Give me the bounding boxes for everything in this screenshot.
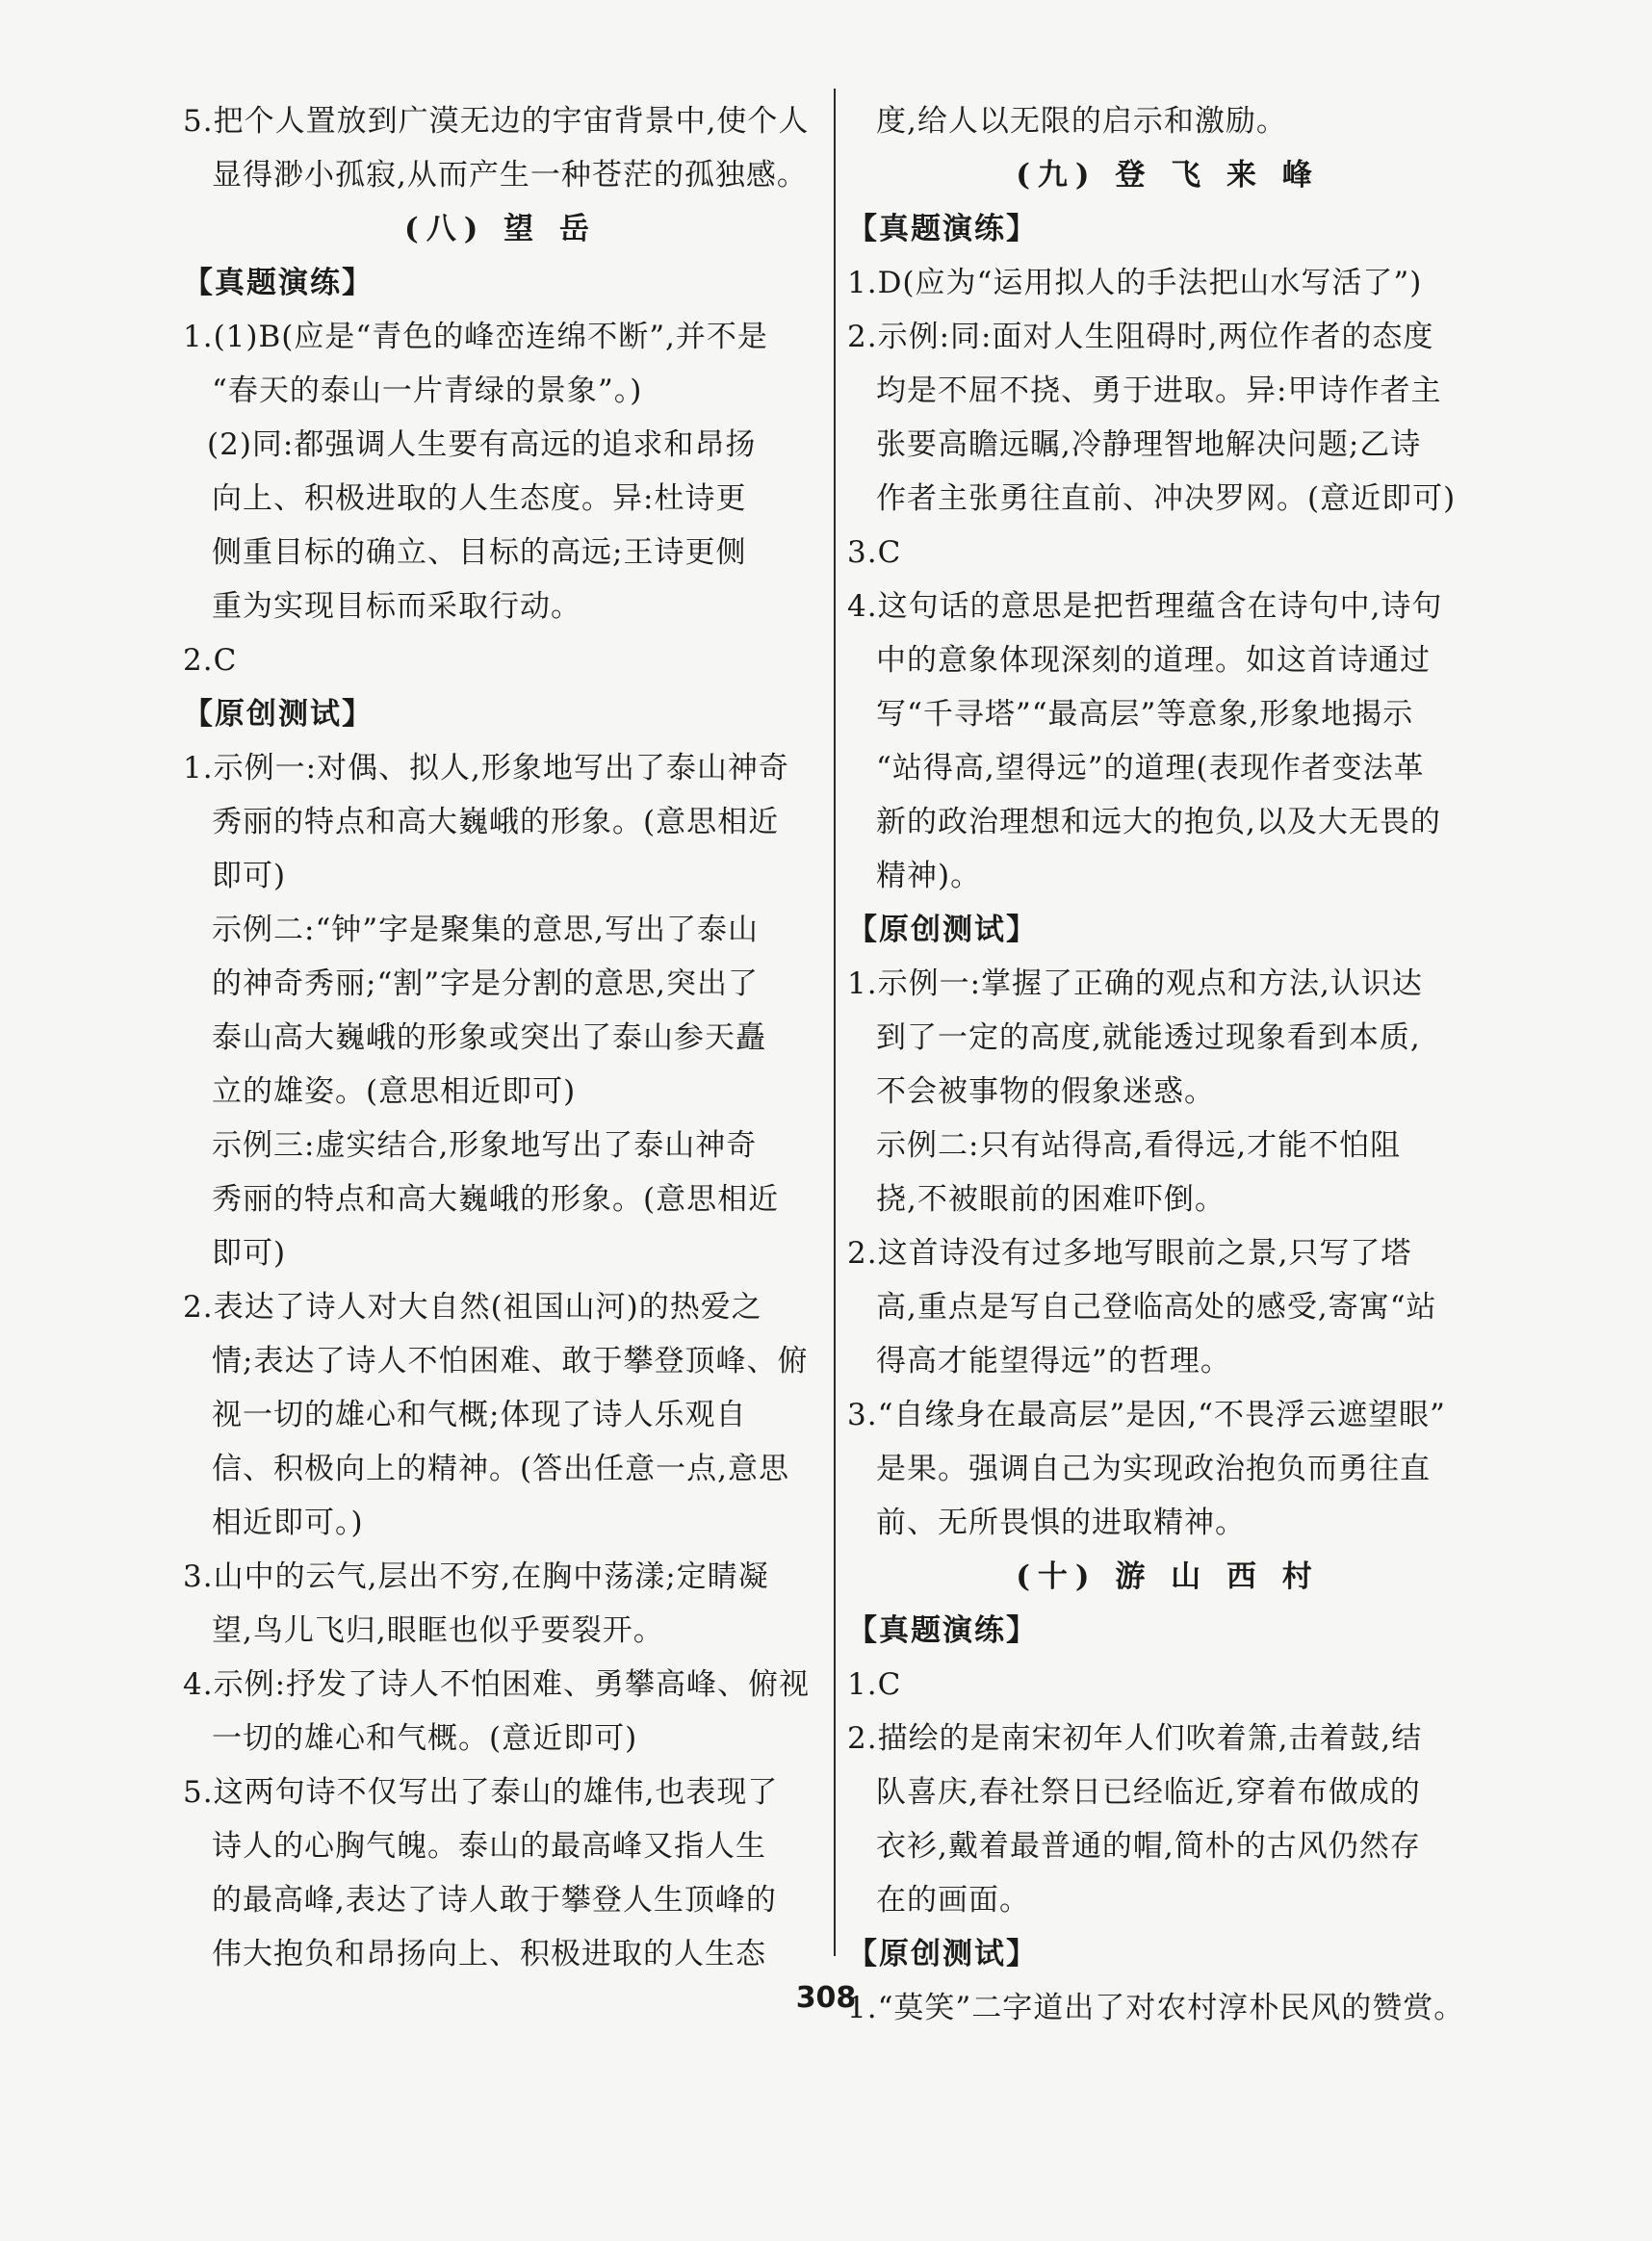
text-line: “春天的泰山一片青绿的景象”。) [212, 374, 643, 408]
text-line: 泰山高大巍峨的形象或突出了泰山参天矗 [212, 1020, 766, 1055]
text-line: 3.“自缘身在最高层”是因,“不畏浮云遮望眼” [847, 1398, 1446, 1432]
text-line: 2.示例:同:面对人生阻碍时,两位作者的态度 [847, 320, 1434, 354]
text-line: 到了一定的高度,就能透过现象看到本质, [876, 1020, 1421, 1055]
section-heading: 【原创测试】 [183, 697, 374, 732]
text-line: 向上、积极进取的人生态度。异:杜诗更 [212, 481, 747, 516]
text-line: 1.“莫笑”二字道出了对农村淳朴民风的赞赏。 [847, 1991, 1465, 2025]
text-line: 2.描绘的是南宋初年人们吹着箫,击着鼓,结 [847, 1721, 1423, 1756]
section-heading: 【真题演练】 [183, 266, 374, 300]
text-line: 伟大抱负和昂扬向上、积极进取的人生态 [212, 1937, 766, 1971]
text-line: 视一切的雄心和气概;体现了诗人乐观自 [212, 1398, 747, 1432]
text-line: 示例二:“钟”字是聚集的意思,写出了泰山 [212, 913, 759, 947]
text-line: 不会被事物的假象迷惑。 [876, 1074, 1215, 1109]
text-line: 即可) [212, 1236, 287, 1271]
lesson-title: (九) 登 飞 来 峰 [1016, 158, 1320, 193]
text-line: 写“千寻塔”“最高层”等意象,形象地揭示 [876, 697, 1414, 732]
lesson-title: (八) 望 岳 [404, 212, 597, 246]
text-line: 相近即可。) [212, 1506, 364, 1540]
text-line: 2.C [183, 643, 238, 678]
text-line: 的神奇秀丽;“割”字是分割的意思,突出了 [212, 966, 759, 1001]
text-line: 1.D(应为“运用拟人的手法把山水写活了”) [847, 266, 1423, 300]
column-divider [834, 89, 836, 1956]
text-line: 3.山中的云气,层出不穷,在胸中荡漾;定睛凝 [183, 1559, 769, 1594]
text-line: 5.这两句诗不仅写出了泰山的雄伟,也表现了 [183, 1775, 779, 1810]
text-line: 新的政治理想和远大的抱负,以及大无畏的 [876, 805, 1441, 839]
text-line: 秀丽的特点和高大巍峨的形象。(意思相近 [212, 1182, 780, 1217]
text-line: 1.(1)B(应是“青色的峰峦连绵不断”,并不是 [183, 320, 768, 354]
text-line: 1.C [847, 1667, 902, 1702]
text-line: 3.C [847, 535, 902, 570]
text-line: 队喜庆,春社祭日已经临近,穿着布做成的 [876, 1775, 1421, 1810]
text-line: 精神)。 [876, 859, 982, 893]
left-column [183, 94, 818, 1981]
text-line: 一切的雄心和气概。(意近即可) [212, 1721, 638, 1756]
text-line: 5.把个人置放到广漠无边的宇宙背景中,使个人 [183, 104, 810, 139]
page-number: 308 [795, 1981, 857, 2015]
right-column [847, 94, 1488, 2035]
section-heading: 【真题演练】 [847, 212, 1038, 246]
text-line: 在的画面。 [876, 1883, 1030, 1918]
section-heading: 【真题演练】 [847, 1613, 1038, 1648]
text-line: 4.这句话的意思是把哲理蕴含在诗句中,诗句 [847, 589, 1443, 624]
text-line: 信、积极向上的精神。(答出任意一点,意思 [212, 1452, 789, 1486]
text-line: 的最高峰,表达了诗人敢于攀登人生顶峰的 [212, 1883, 777, 1918]
section-heading: 【原创测试】 [847, 1937, 1038, 1971]
text-line: 诗人的心胸气魄。泰山的最高峰又指人生 [212, 1829, 766, 1864]
text-line: 1.示例一:掌握了正确的观点和方法,认识达 [847, 966, 1423, 1001]
text-line: 2.这首诗没有过多地写眼前之景,只写了塔 [847, 1236, 1412, 1271]
text-line: “站得高,望得远”的道理(表现作者变法革 [876, 751, 1425, 786]
text-line: 立的雄姿。(意思相近即可) [212, 1074, 577, 1109]
text-line: 4.示例:抒发了诗人不怕困难、勇攀高峰、俯视 [183, 1667, 811, 1702]
text-line: 1.示例一:对偶、拟人,形象地写出了泰山神奇 [183, 751, 789, 786]
text-line: 望,鸟儿飞归,眼眶也似乎要裂开。 [212, 1613, 664, 1648]
section-heading: 【原创测试】 [847, 913, 1038, 947]
text-line: 作者主张勇往直前、冲决罗网。(意近即可) [876, 481, 1457, 516]
lesson-title: (十) 游 山 西 村 [1016, 1559, 1320, 1594]
text-line: 挠,不被眼前的困难吓倒。 [876, 1182, 1226, 1217]
text-line: 衣衫,戴着最普通的帽,简朴的古风仍然存 [876, 1829, 1421, 1864]
text-line: (2)同:都强调人生要有高远的追求和昂扬 [207, 427, 757, 462]
text-line: 侧重目标的确立、目标的高远;王诗更侧 [212, 535, 747, 570]
text-line: 即可) [212, 859, 287, 893]
text-line: 均是不屈不挠、勇于进取。异:甲诗作者主 [876, 374, 1442, 408]
text-line: 度,给人以无限的启示和激励。 [876, 104, 1287, 139]
text-line: 是果。强调自己为实现政治抱负而勇往直 [876, 1452, 1431, 1486]
text-line: 高,重点是写自己登临高处的感受,寄寓“站 [876, 1290, 1437, 1325]
text-line: 重为实现目标而采取行动。 [212, 589, 581, 624]
text-line: 示例三:虚实结合,形象地写出了泰山神奇 [212, 1128, 758, 1163]
text-line: 得高才能望得远”的哲理。 [876, 1344, 1231, 1378]
text-line: 秀丽的特点和高大巍峨的形象。(意思相近 [212, 805, 780, 839]
text-line: 中的意象体现深刻的道理。如这首诗通过 [876, 643, 1431, 678]
text-line: 2.表达了诗人对大自然(祖国山河)的热爱之 [183, 1290, 762, 1325]
text-line: 示例二:只有站得高,看得远,才能不怕阻 [876, 1128, 1402, 1163]
text-line: 情;表达了诗人不怕困难、敢于攀登顶峰、俯 [212, 1344, 809, 1378]
text-line: 前、无所畏惧的进取精神。 [876, 1506, 1246, 1540]
text-line: 显得渺小孤寂,从而产生一种苍茫的孤独感。 [212, 158, 808, 193]
text-line: 张要高瞻远瞩,冷静理智地解决问题;乙诗 [876, 427, 1422, 462]
